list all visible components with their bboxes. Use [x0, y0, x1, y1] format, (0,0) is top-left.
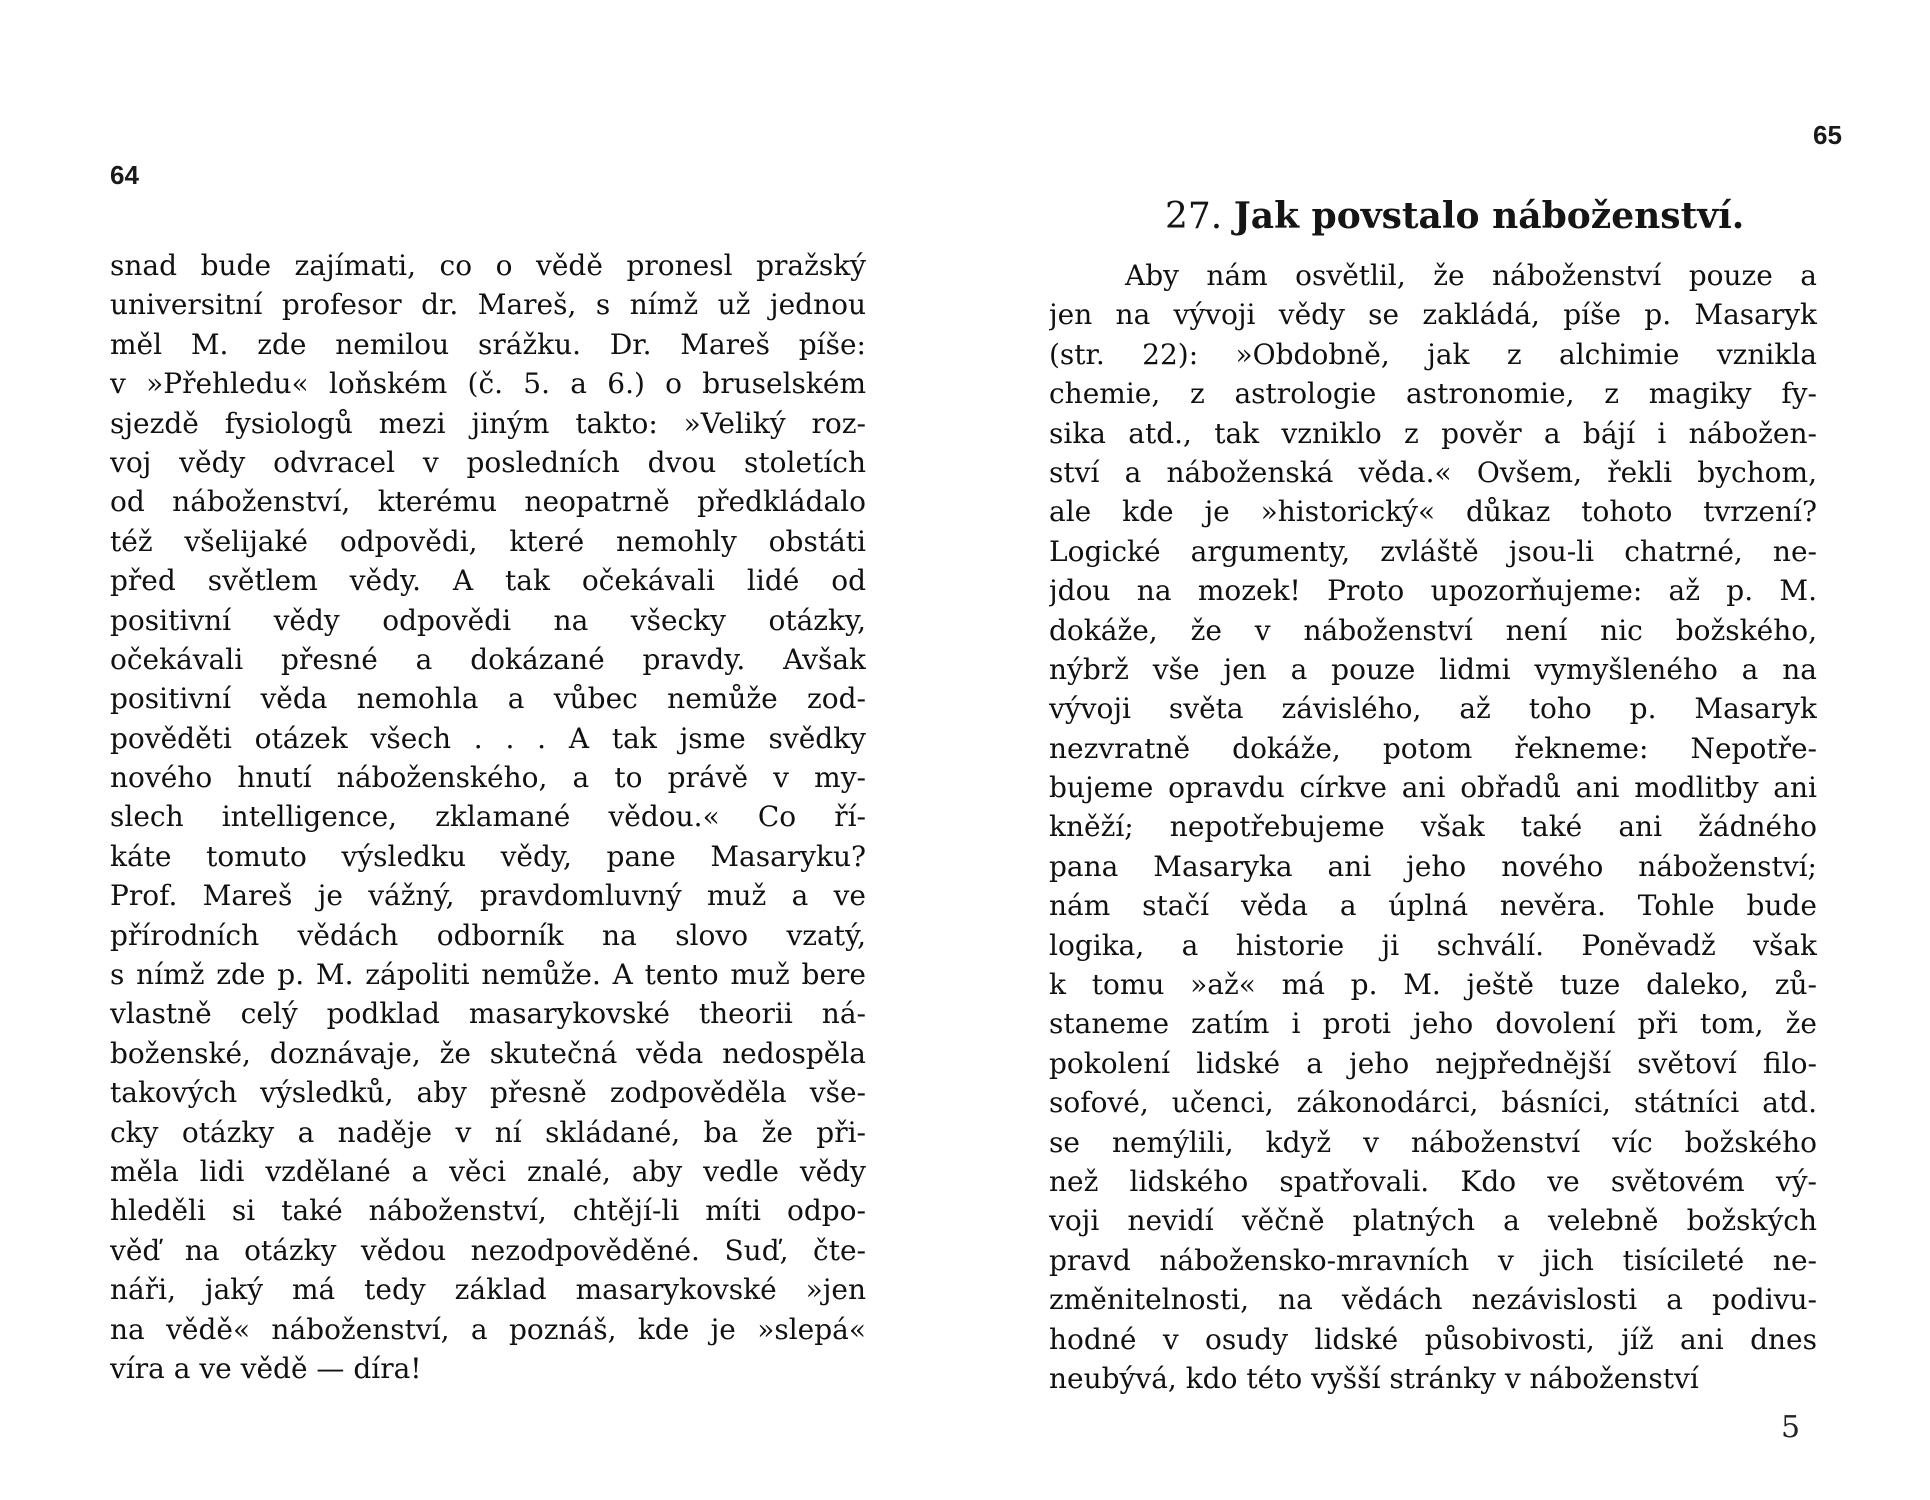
- text-line: před světlem vědy. A tak očekávali lidé od: [110, 564, 866, 598]
- page-number: 64: [110, 160, 139, 190]
- right-page-text: [1049, 256, 1817, 1398]
- text-line: sofové, učenci, zákonodárci, básníci, státníci atd.: [1049, 1086, 1817, 1120]
- text-line: Logické argumenty, zvláště jsou-li chatrné, ne-: [1049, 534, 1817, 568]
- text-line: Aby nám osvětlil, že náboženství pouze a: [1125, 259, 1817, 292]
- page-number: 65: [1813, 120, 1842, 150]
- text-line: dokáže, že v náboženství není nic božského,: [1049, 613, 1817, 647]
- text-line: nového hnutí náboženského, a to právě v my-: [110, 761, 866, 795]
- text-line: k tomu »až« má p. M. ještě tuze daleko, zů-: [1049, 968, 1817, 1002]
- text-line: měl M. zde nemilou srážku. Dr. Mareš píše:: [110, 327, 866, 361]
- text-line: vývoji světa závislého, až toho p. Masaryk: [1049, 692, 1817, 726]
- text-line: slech intelligence, zklamané vědou.« Co ří-: [110, 800, 866, 834]
- text-line: sika atd., tak vzniklo z pověr a bájí i nábožen-: [1049, 416, 1817, 450]
- text-line: pověděti otázek všech . . . A tak jsme svědky: [110, 721, 866, 755]
- text-line: ale kde je »historický« důkaz tohoto tvrzení?: [1049, 495, 1817, 529]
- text-line: bujeme opravdu církve ani obřadů ani modlitby ani: [1049, 771, 1817, 805]
- text-line: neubývá, kdo této vyšší stránky v náboženství: [1049, 1361, 1699, 1395]
- text-line: snad bude zajímati, co o vědě pronesl pražský: [110, 249, 866, 282]
- text-line: jen na vývoji vědy se zakládá, píše p. Masaryk: [1049, 298, 1817, 332]
- text-line: věď na otázky vědou nezodpověděné. Suď, čte-: [110, 1233, 866, 1267]
- text-line: nám stačí věda a úplná nevěra. Tohle bude: [1049, 889, 1817, 923]
- text-line: nýbrž vše jen a pouze lidmi vymyšleného a na: [1049, 652, 1817, 686]
- text-line: universitní profesor dr. Mareš, s nímž už jednou: [110, 288, 866, 322]
- text-line: pokolení lidské a jeho nejpřednější světoví filo-: [1049, 1046, 1817, 1080]
- text-line: se nemýlili, když v náboženství víc božského: [1049, 1125, 1817, 1159]
- signature-mark: 5: [1781, 1410, 1801, 1445]
- text-line: staneme zatím i proti jeho dovolení při tom, že: [1049, 1007, 1817, 1041]
- right-page: [965, 0, 1930, 1500]
- text-line: (str. 22): »Obdobně, jak z alchimie vznikla: [1049, 337, 1817, 371]
- text-line: voji nevidí věčně platných a velebně božských: [1049, 1204, 1817, 1238]
- text-line: vlastně celý podklad masarykovské theorii ná-: [110, 997, 866, 1031]
- text-line: pravd nábožensko-mravních v jich tisícileté ne-: [1049, 1243, 1817, 1277]
- text-line: chemie, z astrologie astronomie, z magiky fy-: [1049, 377, 1817, 411]
- text-line: náři, jaký má tedy základ masarykovské »jen: [110, 1273, 866, 1307]
- text-line: měla lidi vzdělané a věci znalé, aby vedle vědy: [110, 1154, 866, 1188]
- chapter-number: 27.: [1165, 196, 1223, 237]
- text-line: logika, a historie ji schválí. Poněvadž však: [1049, 928, 1817, 962]
- text-line: Prof. Mareš je vážný, pravdomluvný muž a ve: [110, 879, 866, 913]
- text-line: hleděli si také náboženství, chtějí-li míti odpo-: [110, 1194, 866, 1228]
- text-line: sjezdě fysiologů mezi jiným takto: »Veliký roz-: [110, 406, 866, 440]
- text-line: positivní vědy odpovědi na všecky otázky,: [110, 603, 866, 637]
- chapter-title: Jak povstalo náboženství.: [1233, 195, 1745, 237]
- text-line: na vědě« náboženství, a poznáš, kde je »slepá«: [110, 1312, 866, 1346]
- text-line: positivní věda nemohla a vůbec nemůže zod-: [110, 682, 866, 716]
- text-line: změnitelnosti, na vědách nezávislosti a podivu-: [1049, 1283, 1817, 1317]
- text-line: boženské, doznávaje, že skutečná věda nedospěla: [110, 1036, 866, 1070]
- text-line: též všelijaké odpovědi, které nemohly obstáti: [110, 524, 866, 558]
- text-line: hodné v osudy lidské působivosti, jíž ani dnes: [1049, 1322, 1817, 1356]
- text-line: ství a náboženská věda.« Ovšem, řekli bychom,: [1049, 455, 1817, 489]
- text-line: s nímž zde p. M. zápoliti nemůže. A tento muž bere: [110, 958, 866, 992]
- text-line: než lidského spatřovali. Kdo ve světovém vý-: [1049, 1164, 1817, 1198]
- text-line: od náboženství, kterému neopatrně předkládalo: [110, 485, 866, 519]
- text-line: takových výsledků, aby přesně zodpověděla vše-: [110, 1076, 866, 1110]
- left-page-text: [110, 246, 866, 1388]
- text-line: kněží; nepotřebujeme však také ani žádného: [1049, 810, 1817, 844]
- chapter-heading: [1165, 195, 1744, 237]
- text-line: jdou na mozek! Proto upozorňujeme: až p. M.: [1049, 574, 1817, 608]
- text-line: káte tomuto výsledku vědy, pane Masaryku?: [110, 839, 866, 873]
- text-line: přírodních vědách odborník na slovo vzatý,: [110, 918, 866, 952]
- text-line: víra a ve vědě — díra!: [110, 1351, 422, 1385]
- text-line: pana Masaryka ani jeho nového náboženství;: [1049, 849, 1817, 883]
- text-line: očekávali přesné a dokázané pravdy. Avšak: [110, 642, 866, 676]
- text-line: v »Přehledu« loňském (č. 5. a 6.) o bruselském: [110, 367, 866, 401]
- text-line: voj vědy odvracel v posledních dvou stoletích: [110, 445, 866, 479]
- text-line: nezvratně dokáže, potom řekneme: Nepotře-: [1049, 731, 1817, 765]
- text-line: cky otázky a naděje v ní skládané, ba že při-: [110, 1115, 866, 1149]
